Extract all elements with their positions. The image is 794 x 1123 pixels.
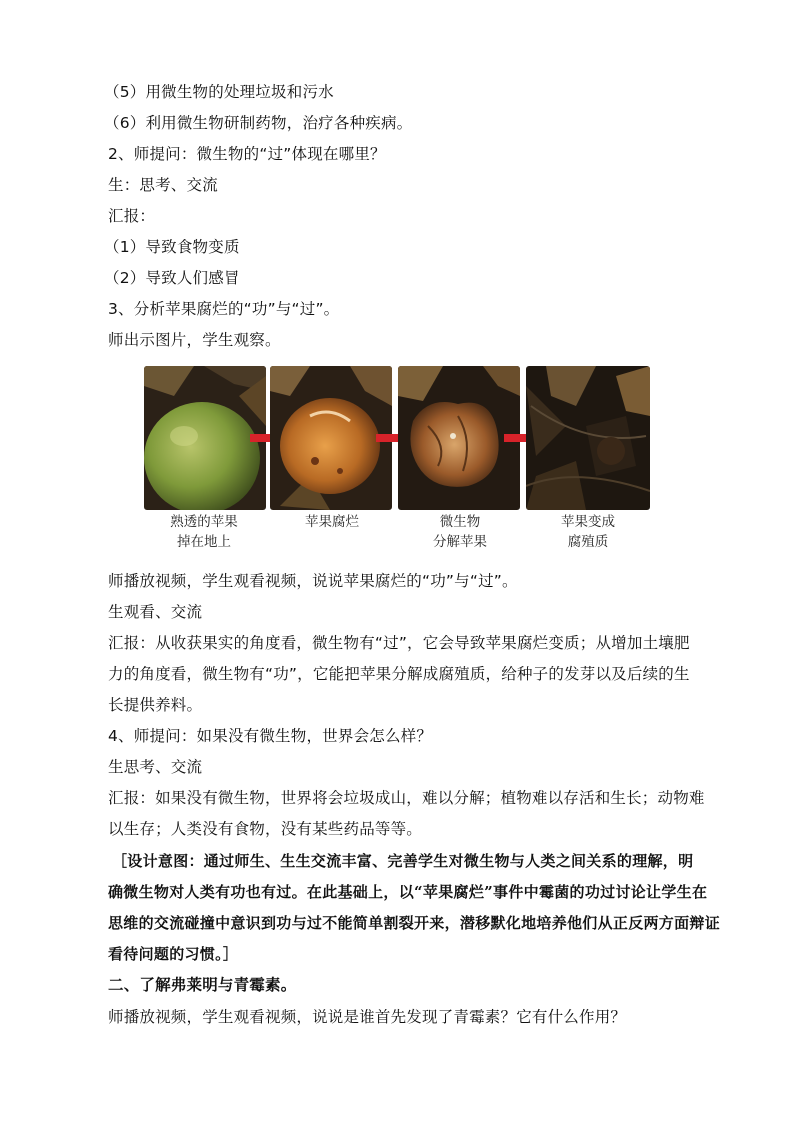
text-line-3: 2、师提问：微生物的“过”体现在哪里？	[108, 145, 386, 163]
text-line-10: 师播放视频，学生观看视频，说说苹果腐烂的“功”与“过”。	[108, 572, 518, 590]
text-line-last: 师播放视频，学生观看视频，说说是谁首先发现了青霉素？它有什么作用？	[108, 1008, 627, 1026]
design-intent-line-3: 思维的交流碰撞中意识到功与过不能简单割裂开来，潜移默化地培养他们从正反两方面辩证	[108, 914, 721, 932]
text-line-12: 汇报：从收获果实的角度看，微生物有“过”，它会导致苹果腐烂变质；从增加土壤肥	[108, 634, 690, 652]
text-line-11: 生观看、交流	[108, 603, 203, 621]
text-line-16: 生思考、交流	[108, 758, 203, 776]
photo-ripe-apple	[144, 366, 266, 510]
text-line-9: 师出示图片，学生观察。	[108, 331, 281, 349]
text-line-8: 3、分析苹果腐烂的“功”与“过”。	[108, 300, 340, 318]
caption-line: 微生物	[439, 514, 481, 530]
design-intent-line-4: 看待问题的习惯。］	[108, 945, 239, 963]
photo-rotting-apple	[270, 366, 392, 510]
caption-decomposing-apple	[400, 512, 520, 552]
text-line-17: 汇报：如果没有微生物，世界将会垃圾成山，难以分解；植物难以存活和生长；动物难	[108, 789, 705, 807]
text-line-15: 4、师提问：如果没有微生物，世界会怎么样？	[108, 727, 433, 745]
caption-humus	[528, 512, 648, 552]
caption-line: 分解苹果	[433, 534, 487, 550]
text-line-18: 以生存；人类没有食物，没有某些药品等等。	[108, 820, 423, 838]
caption-line: 苹果变成	[561, 514, 615, 530]
photo-humus	[526, 366, 650, 510]
text-line-6: （1）导致食物变质	[104, 238, 240, 256]
caption-line: 苹果腐烂	[305, 514, 359, 530]
text-line-4: 生：思考、交流	[108, 176, 218, 194]
caption-rotting-apple	[272, 512, 392, 532]
apple-decay-figure	[144, 366, 650, 510]
caption-line: 熟透的苹果	[170, 514, 238, 530]
design-intent-line-1: ［设计意图：通过师生、生生交流丰富、完善学生对微生物与人类之间关系的理解，明	[112, 852, 694, 870]
text-line-1: （5）用微生物的处理垃圾和污水	[104, 83, 334, 101]
caption-line: 掉在地上	[177, 534, 231, 550]
caption-line: 腐殖质	[567, 534, 609, 550]
text-line-13: 力的角度看，微生物有“功”，它能把苹果分解成腐殖质，给种子的发芽以及后续的生	[108, 665, 690, 683]
text-line-5: 汇报：	[108, 207, 156, 225]
photo-decomposing-apple	[398, 366, 520, 510]
section-title: 二、了解弗莱明与青霉素。	[108, 975, 297, 994]
caption-ripe-apple	[144, 512, 264, 552]
text-line-2: （6）利用微生物研制药物，治疗各种疾病。	[104, 114, 413, 132]
design-intent-line-2: 确微生物对人类有功也有过。在此基础上，以“苹果腐烂”事件中霉菌的功过讨论让学生在	[108, 883, 708, 901]
text-line-7: （2）导致人们感冒	[104, 269, 240, 287]
text-line-14: 长提供养料。	[108, 696, 203, 714]
